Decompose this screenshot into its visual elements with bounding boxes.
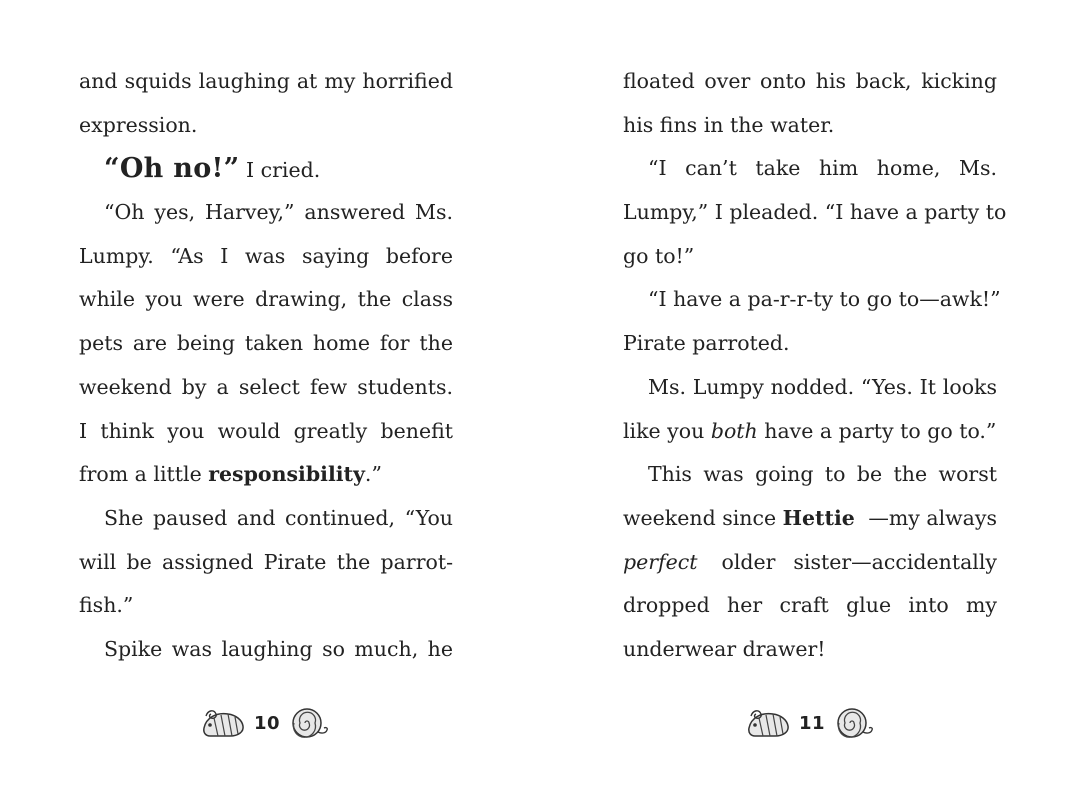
exclamation: “Oh no!” [104, 153, 240, 185]
text-line: while you were drawing, the class [79, 287, 453, 312]
text-line: Lumpy. “As I was saying before [79, 243, 453, 268]
text-line: “Oh yes, Harvey,” answered Ms. [104, 200, 453, 225]
text-line: Ms. Lumpy nodded. “Yes. It looks [648, 374, 997, 399]
text-line: go to!” [623, 243, 695, 268]
text-line: Pirate parroted. [623, 331, 790, 356]
bold-word: responsibility [208, 462, 365, 487]
text-line: will be assigned Pirate the parrot- [79, 549, 453, 574]
text-line: and squids laughing at my horrified [79, 69, 453, 93]
text-line: “I have a pa-r-r-ty to go to—awk!” [648, 287, 1001, 312]
text-line: expression. [79, 112, 198, 137]
spiral-shell-icon [288, 706, 330, 740]
text-span: I cried. [239, 158, 321, 183]
text-line: underwear drawer! [623, 636, 826, 661]
left-page [79, 60, 453, 672]
text-line: pets are being taken home for the [79, 331, 453, 356]
text-line [79, 453, 453, 497]
text-line [79, 147, 453, 191]
text-line [623, 410, 997, 454]
text-line: She paused and continued, “You [104, 505, 453, 530]
text-span: have a party to go to.” [757, 418, 997, 443]
text-span: .” [364, 462, 382, 487]
text-line: “I can’t take him home, Ms. [648, 156, 997, 181]
spiral-shell-icon [833, 706, 875, 740]
text-span [783, 497, 997, 541]
text-line [623, 497, 997, 541]
text-line: Lumpy,” I pleaded. “I have a party to [623, 200, 1007, 225]
conch-shell-icon [200, 706, 246, 740]
text-line: I think you would greatly benefit [79, 418, 453, 443]
italic-word: perfect [623, 549, 698, 574]
text-line: dropped her craft glue into my [623, 593, 997, 618]
text-span: older sister—accidentally [721, 549, 997, 574]
text-span: weekend since [623, 505, 783, 530]
text-span: from a little [79, 462, 209, 487]
left-page-footer [195, 702, 335, 744]
right-page [623, 60, 1007, 672]
text-line [623, 541, 997, 585]
conch-shell-icon [745, 706, 791, 740]
text-span: —my always [868, 505, 997, 530]
text-line: Spike was laughing so much, he [104, 636, 453, 661]
page-number: 11 [798, 712, 826, 734]
italic-word: both [710, 418, 758, 443]
text-line: floated over onto his back, kicking [623, 69, 997, 93]
page-number: 10 [253, 712, 281, 734]
text-line: weekend by a select few students. [79, 374, 453, 399]
text-line: fish.” [79, 593, 134, 618]
text-span: like you [623, 418, 711, 443]
text-line: his fins in the water. [623, 112, 835, 137]
bold-name: Hettie [782, 505, 855, 530]
right-page-footer [740, 702, 880, 744]
text-line: This was going to be the worst [648, 462, 997, 487]
